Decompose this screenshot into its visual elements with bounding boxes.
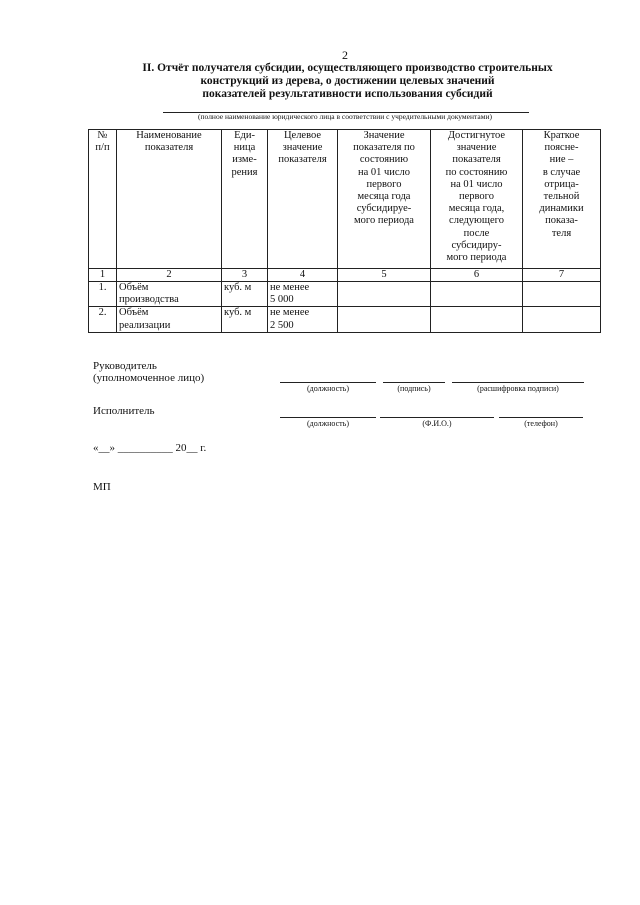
cell-line: Объём: [119, 307, 149, 319]
note-cell[interactable]: [523, 282, 601, 307]
target-value: [268, 282, 338, 307]
cell-line: мого периода: [354, 215, 414, 227]
cell-line: по состоянию: [445, 166, 508, 178]
cell-line: первого: [459, 191, 494, 203]
cell-line: показателя по: [353, 142, 415, 154]
cell-line: реализации: [119, 319, 171, 331]
cell-line: поясне-: [544, 142, 579, 154]
cell-line: показа-: [545, 215, 578, 227]
head-position-line[interactable]: [280, 382, 376, 383]
executor-label: Исполнитель: [93, 405, 155, 417]
cell-line: субсидируе-: [356, 203, 412, 215]
row-number: 2.: [89, 307, 117, 332]
cell-line: после: [463, 227, 490, 239]
cell-line: значение: [282, 142, 323, 154]
head-sublabel: (уполномоченное лицо): [93, 372, 205, 384]
table-row: [89, 282, 601, 307]
column-number: 6: [431, 269, 523, 282]
cell-line: п/п: [95, 142, 110, 154]
cell-line: изме-: [232, 154, 257, 166]
cell-line: Объём: [119, 282, 149, 293]
cell-line: месяца года,: [448, 203, 505, 215]
cell-line: мого периода: [446, 252, 507, 264]
cell-line: на 01 число: [450, 178, 503, 190]
cell-line: месяца года: [357, 191, 411, 203]
column-number: 2: [117, 269, 222, 282]
date-line[interactable]: «__» __________ 20__ г.: [93, 442, 207, 454]
stamp-place: МП: [93, 481, 111, 493]
head-name-line[interactable]: [452, 382, 584, 383]
cell-line: показателя: [452, 154, 501, 166]
column-number: 1: [89, 269, 117, 282]
target-value: [268, 307, 338, 332]
head-signature-line[interactable]: [383, 382, 445, 383]
cell-line: ние –: [549, 154, 574, 166]
note-cell[interactable]: [523, 307, 601, 332]
cell-line: на 01 число: [357, 166, 411, 178]
cell-line: субсидиру-: [451, 239, 502, 251]
cell-line: не менее: [270, 307, 310, 319]
row-number: 1.: [89, 282, 117, 307]
indicators-table: [88, 129, 601, 333]
executor-phone-caption: (телефон): [524, 419, 558, 428]
cell-line: следующего: [449, 215, 504, 227]
header-cell: [431, 130, 523, 269]
cell-line: тельной: [543, 191, 580, 203]
cell-line: 5 000: [270, 294, 294, 306]
cell-line: в случае: [542, 166, 581, 178]
cell-line: Еди-: [234, 130, 255, 141]
cell-line: первого: [366, 178, 402, 190]
cell-line: значение: [456, 142, 497, 154]
header-cell: [222, 130, 268, 269]
cell-line: 2 500: [270, 319, 294, 331]
head-position-caption: (должность): [307, 384, 349, 393]
cell-line: производства: [119, 294, 179, 306]
cell-line: ница: [233, 142, 256, 154]
organization-name-caption: (полное наименование юридического лица в соответствии с учредительными документами): [198, 112, 492, 121]
cell-line: Целевое: [283, 130, 322, 141]
cell-line: теля: [551, 227, 572, 239]
header-cell: [338, 130, 431, 269]
executor-position-line[interactable]: [280, 417, 376, 418]
cell-line: отрица-: [544, 178, 579, 190]
start-value-cell[interactable]: [338, 282, 431, 307]
cell-line: Краткое: [543, 130, 580, 141]
table-header-row: [89, 130, 601, 269]
cell-line: показателя: [278, 154, 327, 166]
achieved-value-cell[interactable]: [431, 282, 523, 307]
cell-line: Наименование: [136, 130, 202, 141]
column-number: 5: [338, 269, 431, 282]
indicator-name: [117, 282, 222, 307]
head-label: Руководитель: [93, 360, 157, 372]
start-value-cell[interactable]: [338, 307, 431, 332]
indicator-name: [117, 307, 222, 332]
header-cell: [117, 130, 222, 269]
executor-fio-caption: (Ф.И.О.): [422, 419, 452, 428]
page-number: 2: [342, 48, 348, 62]
report-title-line-2: конструкций из дерева, о достижении целевых значений: [200, 75, 495, 87]
column-number: 7: [523, 269, 601, 282]
cell-line: Значение: [363, 130, 405, 141]
report-title-line-1: II. Отчёт получателя субсидии, осуществляющего производство строительных: [142, 62, 553, 74]
cell-line: показателя: [144, 142, 194, 154]
header-cell: [89, 130, 117, 269]
executor-fio-line[interactable]: [380, 417, 494, 418]
cell-line: не менее: [270, 282, 310, 293]
head-name-caption: (расшифровка подписи): [477, 384, 559, 393]
cell-line: рения: [231, 166, 258, 178]
achieved-value-cell[interactable]: [431, 307, 523, 332]
head-signature-caption: (подпись): [397, 384, 431, 393]
cell-line: динамики: [539, 203, 584, 215]
executor-phone-line[interactable]: [499, 417, 583, 418]
cell-line: состоянию: [359, 154, 409, 166]
column-number: 4: [268, 269, 338, 282]
unit-cell: куб. м: [222, 282, 268, 307]
unit-cell: куб. м: [222, 307, 268, 332]
cell-line: №: [97, 130, 108, 141]
report-title-line-3: показателей результативности использования субсидий: [202, 88, 493, 100]
cell-line: Достигнутое: [447, 130, 506, 141]
header-cell: [268, 130, 338, 269]
column-number-row: [89, 269, 601, 282]
header-cell: [523, 130, 601, 269]
column-number: 3: [222, 269, 268, 282]
table-row: [89, 307, 601, 332]
executor-position-caption: (должность): [307, 419, 349, 428]
